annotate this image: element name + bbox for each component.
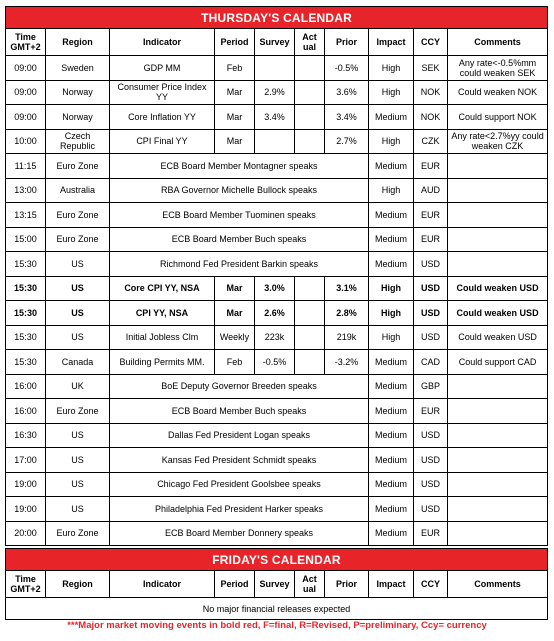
cell-region: US bbox=[46, 301, 110, 326]
table-row bbox=[6, 252, 548, 277]
cell-impact: Medium bbox=[369, 252, 414, 277]
cell-comments bbox=[448, 374, 548, 399]
cell-ccy: NOK bbox=[414, 105, 448, 130]
column-header bbox=[46, 571, 110, 598]
cell-indicator: ECB Board Member Tuominen speaks bbox=[110, 203, 369, 228]
friday-note: No major financial releases expected bbox=[6, 598, 548, 620]
thursday-header-row bbox=[6, 29, 548, 56]
column-header bbox=[255, 29, 295, 56]
cell-prior: -0.5% bbox=[325, 56, 369, 81]
cell-comments: Any rate<-0.5%mm could weaken SEK bbox=[448, 56, 548, 81]
cell-time: 11:15 bbox=[6, 154, 46, 179]
cell-impact: Medium bbox=[369, 374, 414, 399]
cell-indicator: BoE Deputy Governor Breeden speaks bbox=[110, 374, 369, 399]
thursday-rows bbox=[6, 56, 548, 546]
cell-indicator: Core CPI YY, NSA bbox=[110, 276, 215, 301]
cell-indicator: GDP MM bbox=[110, 56, 215, 81]
friday-calendar-table bbox=[5, 548, 548, 620]
cell-time: 17:00 bbox=[6, 448, 46, 473]
column-header-text: GMT+2 bbox=[10, 42, 41, 52]
cell-actual bbox=[295, 129, 325, 154]
cell-period: Feb bbox=[215, 350, 255, 375]
table-row bbox=[6, 399, 548, 424]
cell-time: 16:30 bbox=[6, 423, 46, 448]
cell-period: Mar bbox=[215, 105, 255, 130]
table-row bbox=[6, 325, 548, 350]
cell-survey bbox=[255, 129, 295, 154]
cell-region: Euro Zone bbox=[46, 154, 110, 179]
cell-time: 15:30 bbox=[6, 276, 46, 301]
cell-region: Sweden bbox=[46, 56, 110, 81]
cell-indicator: Dallas Fed President Logan speaks bbox=[110, 423, 369, 448]
column-header bbox=[414, 29, 448, 56]
table-row bbox=[6, 203, 548, 228]
column-header bbox=[6, 29, 46, 56]
cell-ccy: USD bbox=[414, 448, 448, 473]
column-header bbox=[369, 29, 414, 56]
column-header-text: Survey bbox=[259, 579, 290, 589]
cell-impact: High bbox=[369, 129, 414, 154]
table-row bbox=[6, 154, 548, 179]
column-header bbox=[6, 571, 46, 598]
cell-actual bbox=[295, 276, 325, 301]
cell-indicator: ECB Board Member Buch speaks bbox=[110, 227, 369, 252]
cell-region: UK bbox=[46, 374, 110, 399]
column-header bbox=[325, 29, 369, 56]
cell-actual bbox=[295, 350, 325, 375]
cell-region: Norway bbox=[46, 105, 110, 130]
cell-indicator: ECB Board Member Montagner speaks bbox=[110, 154, 369, 179]
cell-ccy: EUR bbox=[414, 203, 448, 228]
table-row bbox=[6, 350, 548, 375]
cell-region: Norway bbox=[46, 80, 110, 105]
friday-title: FRIDAY'S CALENDAR bbox=[6, 549, 548, 571]
column-header-text: CCY bbox=[420, 579, 440, 589]
table-row bbox=[6, 423, 548, 448]
cell-comments: Any rate<2.7%yy could weaken CZK bbox=[448, 129, 548, 154]
cell-impact: High bbox=[369, 56, 414, 81]
cell-time: 09:00 bbox=[6, 80, 46, 105]
cell-indicator: Chicago Fed President Goolsbee speaks bbox=[110, 472, 369, 497]
cell-ccy: USD bbox=[414, 423, 448, 448]
column-header bbox=[46, 29, 110, 56]
cell-impact: High bbox=[369, 80, 414, 105]
column-header-text: Indicator bbox=[142, 579, 181, 589]
column-header bbox=[215, 29, 255, 56]
cell-region: Euro Zone bbox=[46, 399, 110, 424]
column-header-text: Act bbox=[302, 574, 317, 584]
cell-impact: Medium bbox=[369, 521, 414, 546]
footnote: ***Major market moving events in bold red, F=final, R=Revised, P=preliminary, Ccy= currency bbox=[67, 620, 487, 631]
cell-actual bbox=[295, 80, 325, 105]
cell-indicator: Initial Jobless Clm bbox=[110, 325, 215, 350]
table-row bbox=[6, 105, 548, 130]
cell-time: 10:00 bbox=[6, 129, 46, 154]
cell-actual bbox=[295, 301, 325, 326]
column-header-text: Period bbox=[220, 579, 249, 589]
column-header bbox=[295, 29, 325, 56]
cell-region: Euro Zone bbox=[46, 203, 110, 228]
thursday-calendar-table bbox=[5, 6, 548, 546]
cell-survey: 223k bbox=[255, 325, 295, 350]
thursday-title: THURSDAY'S CALENDAR bbox=[6, 7, 548, 29]
cell-region: US bbox=[46, 252, 110, 277]
cell-comments bbox=[448, 472, 548, 497]
cell-period: Mar bbox=[215, 301, 255, 326]
cell-comments bbox=[448, 252, 548, 277]
column-header bbox=[110, 571, 215, 598]
cell-indicator: RBA Governor Michelle Bullock speaks bbox=[110, 178, 369, 203]
cell-prior: 2.7% bbox=[325, 129, 369, 154]
cell-comments bbox=[448, 423, 548, 448]
cell-time: 15:00 bbox=[6, 227, 46, 252]
column-header-text: Time bbox=[15, 574, 36, 584]
cell-ccy: USD bbox=[414, 472, 448, 497]
cell-impact: Medium bbox=[369, 497, 414, 522]
cell-time: 13:15 bbox=[6, 203, 46, 228]
column-header-text: ual bbox=[302, 42, 316, 52]
cell-ccy: EUR bbox=[414, 399, 448, 424]
cell-ccy: USD bbox=[414, 301, 448, 326]
cell-impact: High bbox=[369, 301, 414, 326]
cell-region: US bbox=[46, 472, 110, 497]
column-header bbox=[295, 571, 325, 598]
cell-region: Czech Republic bbox=[46, 129, 110, 154]
cell-region: Euro Zone bbox=[46, 521, 110, 546]
cell-comments bbox=[448, 497, 548, 522]
cell-region: Canada bbox=[46, 350, 110, 375]
cell-impact: Medium bbox=[369, 350, 414, 375]
cell-ccy: GBP bbox=[414, 374, 448, 399]
cell-comments: Could support NOK bbox=[448, 105, 548, 130]
cell-time: 16:00 bbox=[6, 399, 46, 424]
cell-indicator: Core Inflation YY bbox=[110, 105, 215, 130]
cell-time: 19:00 bbox=[6, 497, 46, 522]
cell-ccy: AUD bbox=[414, 178, 448, 203]
friday-header-row bbox=[6, 571, 548, 598]
table-row bbox=[6, 301, 548, 326]
cell-ccy: USD bbox=[414, 252, 448, 277]
cell-indicator: CPI YY, NSA bbox=[110, 301, 215, 326]
column-header bbox=[325, 571, 369, 598]
cell-comments: Could weaken USD bbox=[448, 325, 548, 350]
cell-time: 09:00 bbox=[6, 105, 46, 130]
cell-actual bbox=[295, 105, 325, 130]
cell-period: Weekly bbox=[215, 325, 255, 350]
cell-time: 15:30 bbox=[6, 301, 46, 326]
cell-period: Feb bbox=[215, 56, 255, 81]
cell-comments bbox=[448, 203, 548, 228]
cell-impact: Medium bbox=[369, 423, 414, 448]
column-header bbox=[448, 29, 548, 56]
cell-actual bbox=[295, 325, 325, 350]
cell-impact: High bbox=[369, 325, 414, 350]
cell-region: US bbox=[46, 423, 110, 448]
cell-impact: High bbox=[369, 276, 414, 301]
cell-ccy: EUR bbox=[414, 154, 448, 179]
column-header-text: Indicator bbox=[142, 37, 181, 47]
cell-comments bbox=[448, 448, 548, 473]
column-header-text: Act bbox=[302, 32, 317, 42]
table-row bbox=[6, 276, 548, 301]
table-row bbox=[6, 227, 548, 252]
cell-impact: Medium bbox=[369, 227, 414, 252]
cell-ccy: SEK bbox=[414, 56, 448, 81]
column-header bbox=[414, 571, 448, 598]
cell-impact: High bbox=[369, 178, 414, 203]
column-header-text: Region bbox=[62, 37, 93, 47]
cell-comments: Could weaken NOK bbox=[448, 80, 548, 105]
cell-ccy: USD bbox=[414, 276, 448, 301]
cell-prior: 3.6% bbox=[325, 80, 369, 105]
cell-impact: Medium bbox=[369, 154, 414, 179]
column-header-text: Prior bbox=[335, 37, 357, 47]
cell-region: US bbox=[46, 497, 110, 522]
cell-impact: Medium bbox=[369, 105, 414, 130]
column-header-text: Impact bbox=[376, 37, 406, 47]
cell-indicator: ECB Board Member Donnery speaks bbox=[110, 521, 369, 546]
cell-ccy: EUR bbox=[414, 521, 448, 546]
cell-region: US bbox=[46, 325, 110, 350]
table-row bbox=[6, 129, 548, 154]
table-row bbox=[6, 448, 548, 473]
cell-impact: Medium bbox=[369, 472, 414, 497]
cell-indicator: Consumer Price Index YY bbox=[110, 80, 215, 105]
cell-time: 16:00 bbox=[6, 374, 46, 399]
cell-comments bbox=[448, 521, 548, 546]
cell-survey: 3.4% bbox=[255, 105, 295, 130]
column-header-text: ual bbox=[302, 584, 316, 594]
cell-ccy: EUR bbox=[414, 227, 448, 252]
cell-survey bbox=[255, 56, 295, 81]
cell-ccy: USD bbox=[414, 497, 448, 522]
cell-indicator: Building Permits MM. bbox=[110, 350, 215, 375]
column-header-text: Comments bbox=[474, 37, 521, 47]
table-row bbox=[6, 497, 548, 522]
cell-ccy: CAD bbox=[414, 350, 448, 375]
cell-time: 19:00 bbox=[6, 472, 46, 497]
table-row bbox=[6, 374, 548, 399]
cell-ccy: NOK bbox=[414, 80, 448, 105]
cell-ccy: CZK bbox=[414, 129, 448, 154]
cell-time: 20:00 bbox=[6, 521, 46, 546]
cell-comments bbox=[448, 178, 548, 203]
column-header-text: Time bbox=[15, 32, 36, 42]
cell-comments bbox=[448, 227, 548, 252]
cell-time: 15:30 bbox=[6, 350, 46, 375]
cell-survey: -0.5% bbox=[255, 350, 295, 375]
table-row bbox=[6, 598, 548, 620]
cell-time: 09:00 bbox=[6, 56, 46, 81]
table-row bbox=[6, 56, 548, 81]
cell-region: US bbox=[46, 276, 110, 301]
table-row bbox=[6, 521, 548, 546]
cell-prior: 3.4% bbox=[325, 105, 369, 130]
cell-period: Mar bbox=[215, 129, 255, 154]
cell-indicator: Philadelphia Fed President Harker speaks bbox=[110, 497, 369, 522]
column-header-text: Period bbox=[220, 37, 249, 47]
cell-prior: 219k bbox=[325, 325, 369, 350]
cell-prior: -3.2% bbox=[325, 350, 369, 375]
cell-comments: Could support CAD bbox=[448, 350, 548, 375]
cell-time: 15:30 bbox=[6, 325, 46, 350]
calendar-document bbox=[5, 6, 547, 620]
column-header-text: Survey bbox=[259, 37, 290, 47]
column-header-text: Comments bbox=[474, 579, 521, 589]
cell-period: Mar bbox=[215, 80, 255, 105]
cell-ccy: USD bbox=[414, 325, 448, 350]
cell-time: 15:30 bbox=[6, 252, 46, 277]
cell-region: Euro Zone bbox=[46, 227, 110, 252]
column-header bbox=[448, 571, 548, 598]
column-header bbox=[369, 571, 414, 598]
cell-region: US bbox=[46, 448, 110, 473]
column-header bbox=[255, 571, 295, 598]
cell-survey: 2.6% bbox=[255, 301, 295, 326]
cell-region: Australia bbox=[46, 178, 110, 203]
column-header bbox=[215, 571, 255, 598]
cell-survey: 2.9% bbox=[255, 80, 295, 105]
cell-time: 13:00 bbox=[6, 178, 46, 203]
cell-comments bbox=[448, 154, 548, 179]
column-header bbox=[110, 29, 215, 56]
cell-impact: Medium bbox=[369, 399, 414, 424]
column-header-text: Prior bbox=[335, 579, 357, 589]
column-header-text: GMT+2 bbox=[10, 584, 41, 594]
table-row bbox=[6, 178, 548, 203]
table-row bbox=[6, 472, 548, 497]
cell-period: Mar bbox=[215, 276, 255, 301]
cell-actual bbox=[295, 56, 325, 81]
cell-prior: 2.8% bbox=[325, 301, 369, 326]
table-row bbox=[6, 80, 548, 105]
cell-indicator: Kansas Fed President Schmidt speaks bbox=[110, 448, 369, 473]
cell-prior: 3.1% bbox=[325, 276, 369, 301]
column-header-text: Region bbox=[62, 579, 93, 589]
cell-indicator: CPI Final YY bbox=[110, 129, 215, 154]
column-header-text: Impact bbox=[376, 579, 406, 589]
cell-comments: Could weaken USD bbox=[448, 301, 548, 326]
cell-survey: 3.0% bbox=[255, 276, 295, 301]
cell-impact: Medium bbox=[369, 203, 414, 228]
cell-comments bbox=[448, 399, 548, 424]
cell-comments: Could weaken USD bbox=[448, 276, 548, 301]
cell-indicator: ECB Board Member Buch speaks bbox=[110, 399, 369, 424]
cell-impact: Medium bbox=[369, 448, 414, 473]
cell-indicator: Richmond Fed President Barkin speaks bbox=[110, 252, 369, 277]
column-header-text: CCY bbox=[420, 37, 440, 47]
